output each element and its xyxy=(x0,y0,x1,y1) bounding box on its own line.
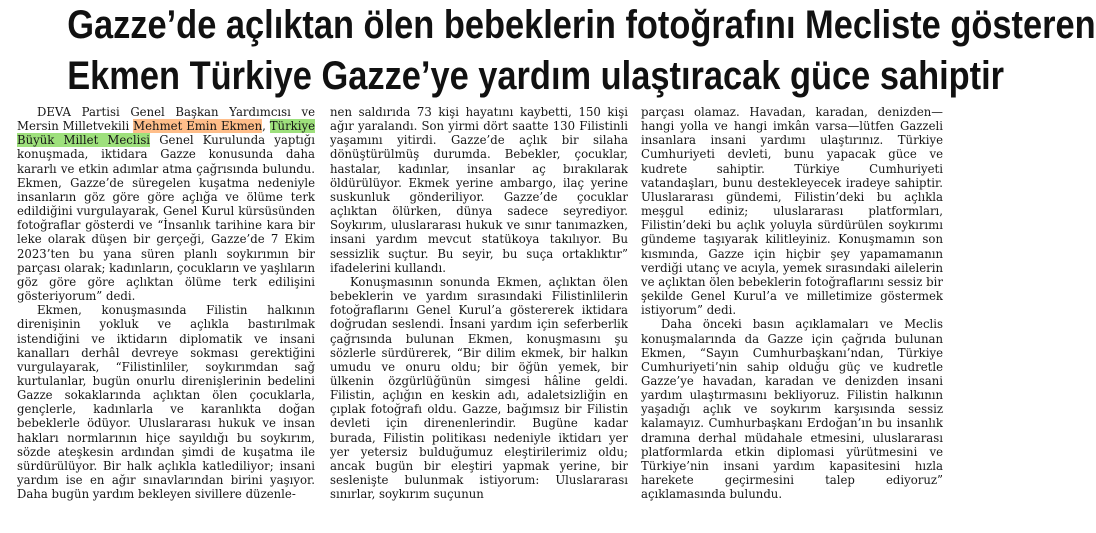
column-2-paragraph-1: nen saldırıda 73 kişi hayatını kaybetti, 150 kişi ağır yaralandı. Son yirmi dört saatte 130 Filistinli yaşamını yitirdi. Gazze’de açlık bir silaha dönüştürülmüş durumda. Bebekler, çocuklar, hastalar, kadınlar, insanlar aç bırakılarak öldürülüyor. Ekmek yerine ambargo, ilaç yerine suskunluk gönderiliyor. Gazze’de çocuklar açlıktan ölürken, dünya sadece seyrediyor. Soykırım, uluslararası hukuk ve sınır tanımazken, insani yardım mevcut statükoya takılıyor. Bu sessizlik suçtur. Bu seyir, bu suça ortaklıktır” ifadelerini kullandı. xyxy=(330,105,628,275)
paragraph-continuation: Genel Kurulunda yaptığı konuşmada, iktidara Gazze konusunda daha kararlı ve etkin adımlar atma çağrısında bulundu. Ekmen, Gazze’de süregelen kuşatma nedeniyle insanların göz göre göre açlığa ve ölüme terk edildiğini vurgulayarak, Genel Kurul kürsüsünden fotoğraflar gösterdi ve “İnsanlık tarihine kara bir leke olarak düşen bir gerçeği, Gazze’de 7 Ekim 2023’ten bu yana süren planlı soykırımın bir parçası olarak; kadınların, çocukların ve yaşlıların göz göre göre açlıktan ölüme terk edilişini gösteriyorum” dedi. xyxy=(17,133,315,304)
intro-text: DEVA Partisi Genel Başkan Yardımcısı ve Mersin Milletvekili xyxy=(17,105,315,134)
column-2-paragraph-2: Konuşmasının sonunda Ekmen, açlıktan ölen bebeklerin ve yardım sırasındaki Filistinlilerin fotoğraflarını Genel Kurul’a göstererek iktidara doğrudan seslendi. İnsani yardım için seferberlik çağrısında bulunan Ekmen, konuşmasını şu sözlerle sürdürerek, “Bir dilim ekmek, bir halkın umudu ve onuru oldu; bir öğün yemek, bir ülkenin özgürlüğünün simgesi hâline geldi. Filistin, açlığın en keskin adı, adaletsizliğin en çıplak fotoğrafı oldu. Gazze, bağımsız bir Filistin devleti için direnenlerindir. Bugüne kadar burada, Filistin politikası nedeniyle iktidarı yer yer yetersiz bulduğumuz eleştirilerimiz oldu; ancak bugün bir eleştiri yapmak yerine, bir seslenişte bulunmak istiyorum: Uluslararası sınırlar, soykırım suçunun xyxy=(330,274,628,502)
article-column-1 xyxy=(17,105,315,533)
column-3-paragraph-2: Daha önceki basın açıklamaları ve Meclis konuşmalarında da Gazze için çağrıda bulunan Ekmen, “Sayın Cumhurbaşkanı’ndan, Türkiye Cumhuriyeti’nin sahip olduğu güç ve kudretle Gazze’ye havadan, karadan ve denizden insani yardım ulaştırmasını bekliyoruz. Filistin halkının yaşadığı açlık ve soykırım karşısında sessiz kalamayız. Cumhurbaşkanı Erdoğan’ın bu insanlık dramına derhal müdahale etmesini, uluslararası platformlarda etkin diplomasi yürütmesini ve Türkiye’nin insani yardım kapasitesini hızla harekete geçirmesini talep ediyoruz” açıklamasında bulundu. xyxy=(641,317,943,502)
article-column-2 xyxy=(330,105,628,533)
headline-line-2: Ekmen Türkiye Gazze’ye yardım ulaştıracak güce sahiptir xyxy=(67,54,1005,98)
column-1-paragraph-2: Ekmen, konuşmasında Filistin halkının direnişinin yokluk ve açlıkla bastırılmak istendiğini ve iktidarın diplomatik ve insani kanalları derhâl devreye sokması gerektiğini vurgulayarak, “Filistinliler, soykırımdan sağ kurtulanlar, bugün onurlu direnişlerinin bedelini Gazze sokaklarında açlıktan ölen çocuklarla, gençlerle, kadınlarla ve karanlıkta doğan bebeklerle ödüyor. Uluslararası hukuk ve insan hakları normlarının hiçe sayıldığı bu soykırım, sözde ateşkesin ardından şimdi de kuşatma ile sürdürülüyor. Bir halk açlıkla katlediliyor; insani yardım ise en ağır sınavlarından birini yaşıyor. Daha bugün yardım bekleyen sivillere düzenle- xyxy=(17,303,315,502)
highlighted-assembly-name: Türkiye Büyük Millet Meclisi xyxy=(17,119,315,148)
column-3-paragraph-1: parçası olamaz. Havadan, karadan, denizden—hangi yolla ve hangi imkân varsa—lütfen Gazzeli insanlara insani yardımı ulaştırınız. Türkiye Cumhuriyeti devleti, bunu yapacak güce ve kudrete sahiptir. Türkiye Cumhuriyeti vatandaşları, bunu destekleyecek iradeye sahiptir. Uluslararası gündemi, Filistin’deki bu açlıkla meşgul ediniz; uluslararası platformları, Filistin’deki bu açlık yoluyla sürdürülen soykırımı gündeme taşıyarak kilitleyiniz. Konuşmamın son kısmında, Gazze için hiçbir şey yapamamanın verdiği utanç ve acıyla, yemek sırasındaki ailelerin ve açlıktan ölen bebeklerin fotoğraflarını sessiz bir şekilde Genel Kurul’a ve milletimize göstermek istiyorum” dedi. xyxy=(641,105,943,318)
column-1-paragraph-1 xyxy=(17,105,315,303)
name-separator: , xyxy=(262,119,270,134)
highlighted-person-name: Mehmet Emin Ekmen xyxy=(133,119,263,134)
headline-line-1: Gazze’de açlıktan ölen bebeklerin fotoğrafını Mecliste gösteren xyxy=(67,3,1096,47)
article-column-3 xyxy=(641,105,943,533)
